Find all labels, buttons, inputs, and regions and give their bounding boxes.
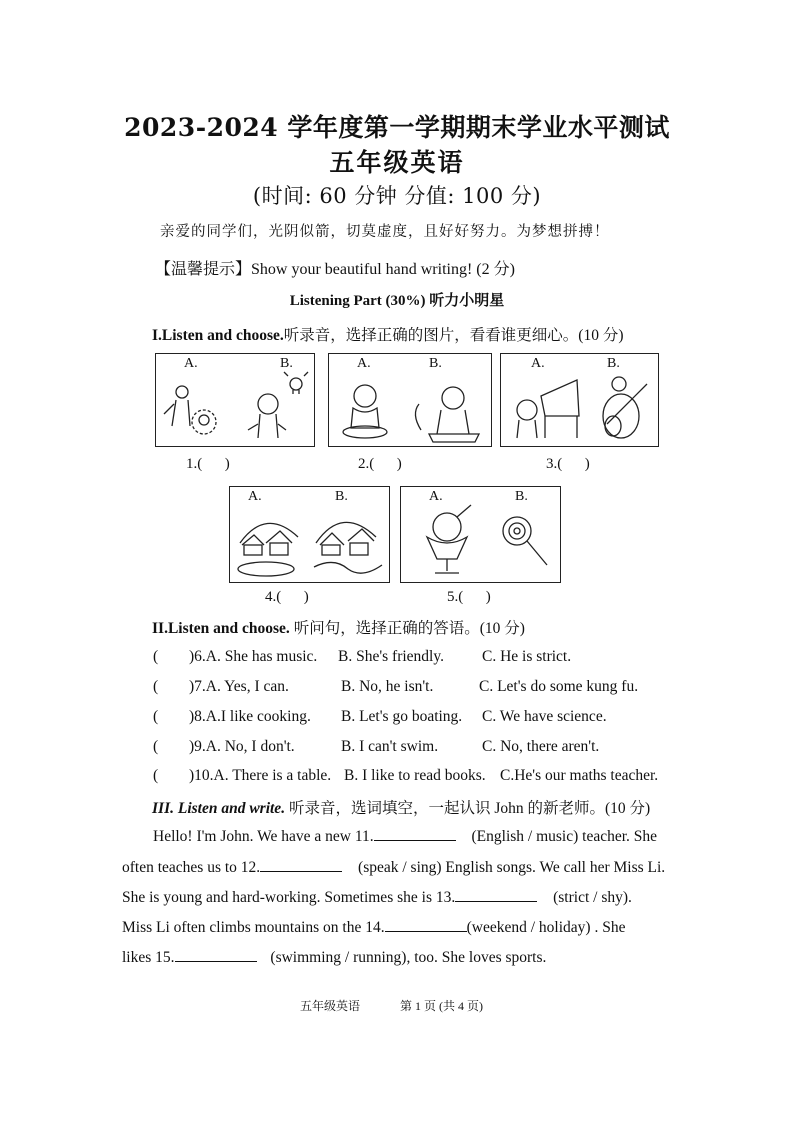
people-lightbulb-illustration (156, 354, 314, 446)
option-b: B. I can't swim. (341, 738, 439, 755)
option-b-label: B. (335, 489, 348, 504)
blank-13[interactable] (455, 887, 537, 902)
answer-paren: ( (153, 708, 159, 725)
section2-heading-cn: 听问句，选择正确的答语。(10 分) (293, 620, 525, 637)
option-c: C. We have science. (482, 708, 607, 725)
boy-washing-reading-illustration (329, 354, 491, 446)
option-c: C.He's our maths teacher. (500, 767, 659, 784)
answer-paren: ( (153, 678, 159, 695)
section1-heading-cn: 听录音，选择正确的图片，看看谁更细心。(10 分) (283, 327, 624, 344)
option-b: B. No, he isn't. (341, 678, 434, 695)
section1-heading-en: I.Listen and choose. (152, 327, 284, 344)
answer-paren: ( (153, 767, 159, 784)
option-b-label: B. (515, 489, 528, 504)
blank-12[interactable] (260, 857, 342, 872)
picture-box-4 (229, 486, 390, 583)
option-c: C. Let's do some kung fu. (479, 678, 639, 695)
option-b-label: B. (429, 356, 442, 371)
option-a-label: A. (184, 356, 198, 371)
passage-line-3: She is young and hard-working. Sometimes she is 13. (strict / shy). (122, 889, 632, 906)
option-c: C. No, there aren't. (482, 738, 600, 755)
option-a-label: A. (248, 489, 262, 504)
question-number-1: 1.( ) (186, 456, 230, 472)
answer-paren: ( (153, 738, 159, 755)
ice-cream-lollipop-illustration (401, 487, 560, 582)
section3-heading (152, 796, 650, 818)
option-a: )6.A. She has music. (189, 648, 318, 665)
option-a-label: A. (357, 356, 371, 371)
passage-line-4: Miss Li often climbs mountains on the 14. (weekend / holiday) . She (122, 919, 626, 936)
picture-box-2 (328, 353, 492, 447)
section1-heading (152, 323, 623, 345)
piano-pipa-illustration (501, 354, 658, 446)
picture-box-5 (400, 486, 561, 583)
passage-line-2: often teaches us to 12. (speak / sing) English songs. We call her Miss Li. (122, 859, 666, 876)
passage-line-5: likes 15. (swimming / running), too. She loves sports. (122, 949, 547, 966)
section3-heading-cn: 听录音，选词填空，一起认识 John 的新老师。(10 分) (288, 800, 651, 817)
answer-paren: ( (153, 648, 159, 665)
question-number-4: 4.( ) (265, 589, 309, 605)
option-a: )10.A. There is a table. (189, 767, 332, 784)
option-b-label: B. (607, 356, 620, 371)
option-b: B. She's friendly. (338, 648, 444, 665)
option-a: )8.A.I like cooking. (189, 708, 311, 725)
passage-line-1: Hello! I'm John. We have a new 11. (English / music) teacher. She (153, 828, 658, 845)
blank-15[interactable] (175, 947, 257, 962)
exam-meta: (时间: 60 分钟 分值: 100 分) (252, 184, 542, 208)
footer-page-number: 第 1 页 (共 4 页) (400, 999, 483, 1013)
section3-heading-en: III. Listen and write. (152, 800, 286, 817)
village-lake-river-illustration (230, 487, 389, 582)
listening-part-heading: Listening Part (30%) 听力小明星 (289, 293, 505, 309)
blank-14[interactable] (385, 917, 467, 932)
question-number-3: 3.( ) (546, 456, 590, 472)
section2-heading (152, 616, 525, 638)
exam-title: 2023-2024 学年度第一学期期末学业水平测试 (124, 113, 670, 142)
exam-subtitle: 五年级英语 (329, 148, 465, 177)
greeting-text: 亲爱的同学们，光阴似箭，切莫虚度，且好好努力。为梦想拼搏！ (160, 224, 610, 240)
option-a: )9.A. No, I don't. (189, 738, 295, 755)
option-b-label: B. (280, 356, 293, 371)
picture-box-1 (155, 353, 315, 447)
question-number-5: 5.( ) (447, 589, 491, 605)
section2-heading-en: II.Listen and choose. (152, 620, 290, 637)
option-a-label: A. (429, 489, 443, 504)
blank-11[interactable] (374, 826, 456, 841)
option-a: )7.A. Yes, I can. (189, 678, 289, 695)
reminder-text: 【温馨提示】Show your beautiful hand writing! (2 分) (155, 261, 515, 278)
option-c: C. He is strict. (482, 648, 572, 665)
footer-subject: 五年级英语 (300, 999, 361, 1013)
option-a-label: A. (531, 356, 545, 371)
question-number-2: 2.( ) (358, 456, 402, 472)
picture-box-3 (500, 353, 659, 447)
option-b: B. I like to read books. (344, 767, 486, 784)
option-b: B. Let's go boating. (341, 708, 463, 725)
